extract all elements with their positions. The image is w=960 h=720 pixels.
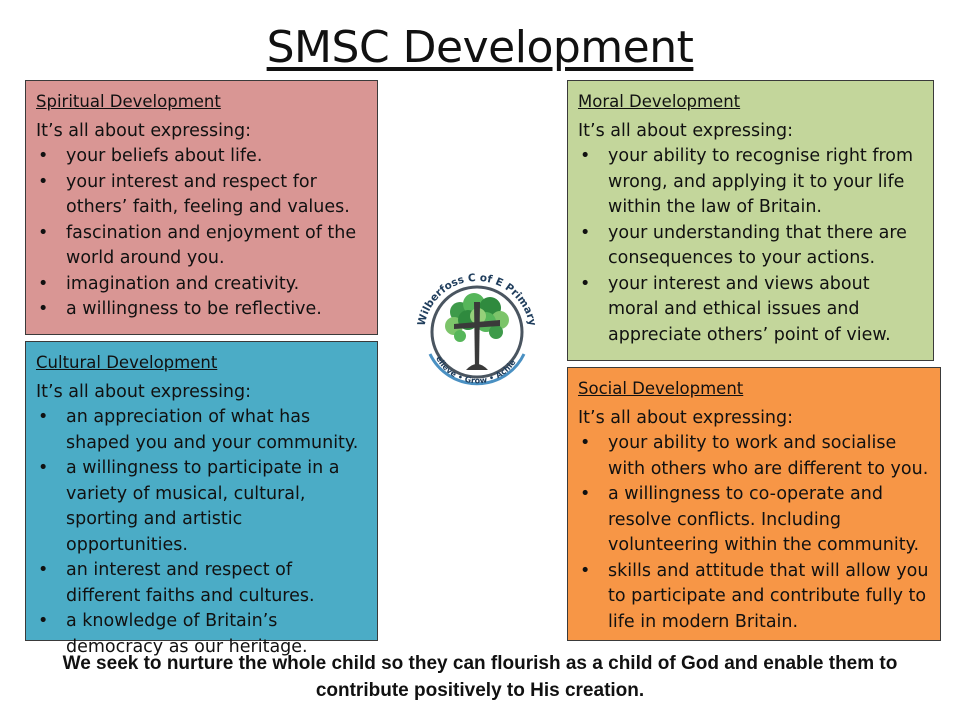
list-item: • a willingness to co-operate and resolve conflicts. Including volunteering within the community. [578, 482, 932, 559]
box-intro: It’s all about expressing: [578, 407, 794, 428]
list-item: • a knowledge of Britain’s democracy as our heritage. [36, 609, 369, 660]
bullet-list [578, 144, 925, 348]
list-item: • your ability to recognise right from wrong, and applying it to your life within the law of Britain. [578, 144, 925, 221]
logo-top-text: Wilberfoss C of E Primary [415, 271, 539, 328]
box-heading: Social Development [578, 379, 744, 398]
logo-bottom-text: elieve • Grow • Achie [434, 354, 518, 386]
list-item: • your beliefs about life. [36, 144, 369, 170]
bullet-list [578, 431, 932, 635]
box-heading: Spiritual Development [36, 92, 221, 111]
list-item: • a willingness to be reflective. [36, 297, 369, 323]
list-item: • skills and attitude that will allow you to participate and contribute fully to life in modern Britain. [578, 559, 932, 636]
list-item: • your interest and views about moral and ethical issues and appreciate others’ point of view. [578, 272, 925, 349]
cultural-development-box [25, 341, 378, 657]
page-title: SMSC Development [266, 22, 694, 73]
box-intro: It’s all about expressing: [578, 120, 794, 141]
list-item: • fascination and enjoyment of the world around you. [36, 221, 369, 272]
list-item: • imagination and creativity. [36, 272, 369, 298]
box-intro: It’s all about expressing: [36, 120, 252, 141]
list-item: • a willingness to participate in a variety of musical, cultural, sporting and artistic opportunities. [36, 456, 369, 558]
footer-statement: We seek to nurture the whole child so they can flourish as a child of God and enable them to contribute positively to His creation. [62, 653, 898, 701]
list-item: • your interest and respect for others’ faith, feeling and values. [36, 170, 369, 221]
list-item: • an appreciation of what has shaped you and your community. [36, 405, 369, 456]
spiritual-development-box [25, 80, 378, 335]
list-item: • your understanding that there are consequences to your actions. [578, 221, 925, 272]
box-intro: It’s all about expressing: [36, 381, 252, 402]
box-heading: Moral Development [578, 92, 741, 111]
bullet-list [36, 405, 369, 660]
tree-cross-logo-icon [404, 262, 550, 400]
bullet-list [36, 144, 369, 323]
social-development-box [567, 367, 941, 641]
school-logo [404, 262, 550, 400]
list-item: • an interest and respect of different faiths and cultures. [36, 558, 369, 609]
moral-development-box [567, 80, 934, 361]
box-heading: Cultural Development [36, 353, 218, 372]
list-item: • your ability to work and socialise with others who are different to you. [578, 431, 932, 482]
